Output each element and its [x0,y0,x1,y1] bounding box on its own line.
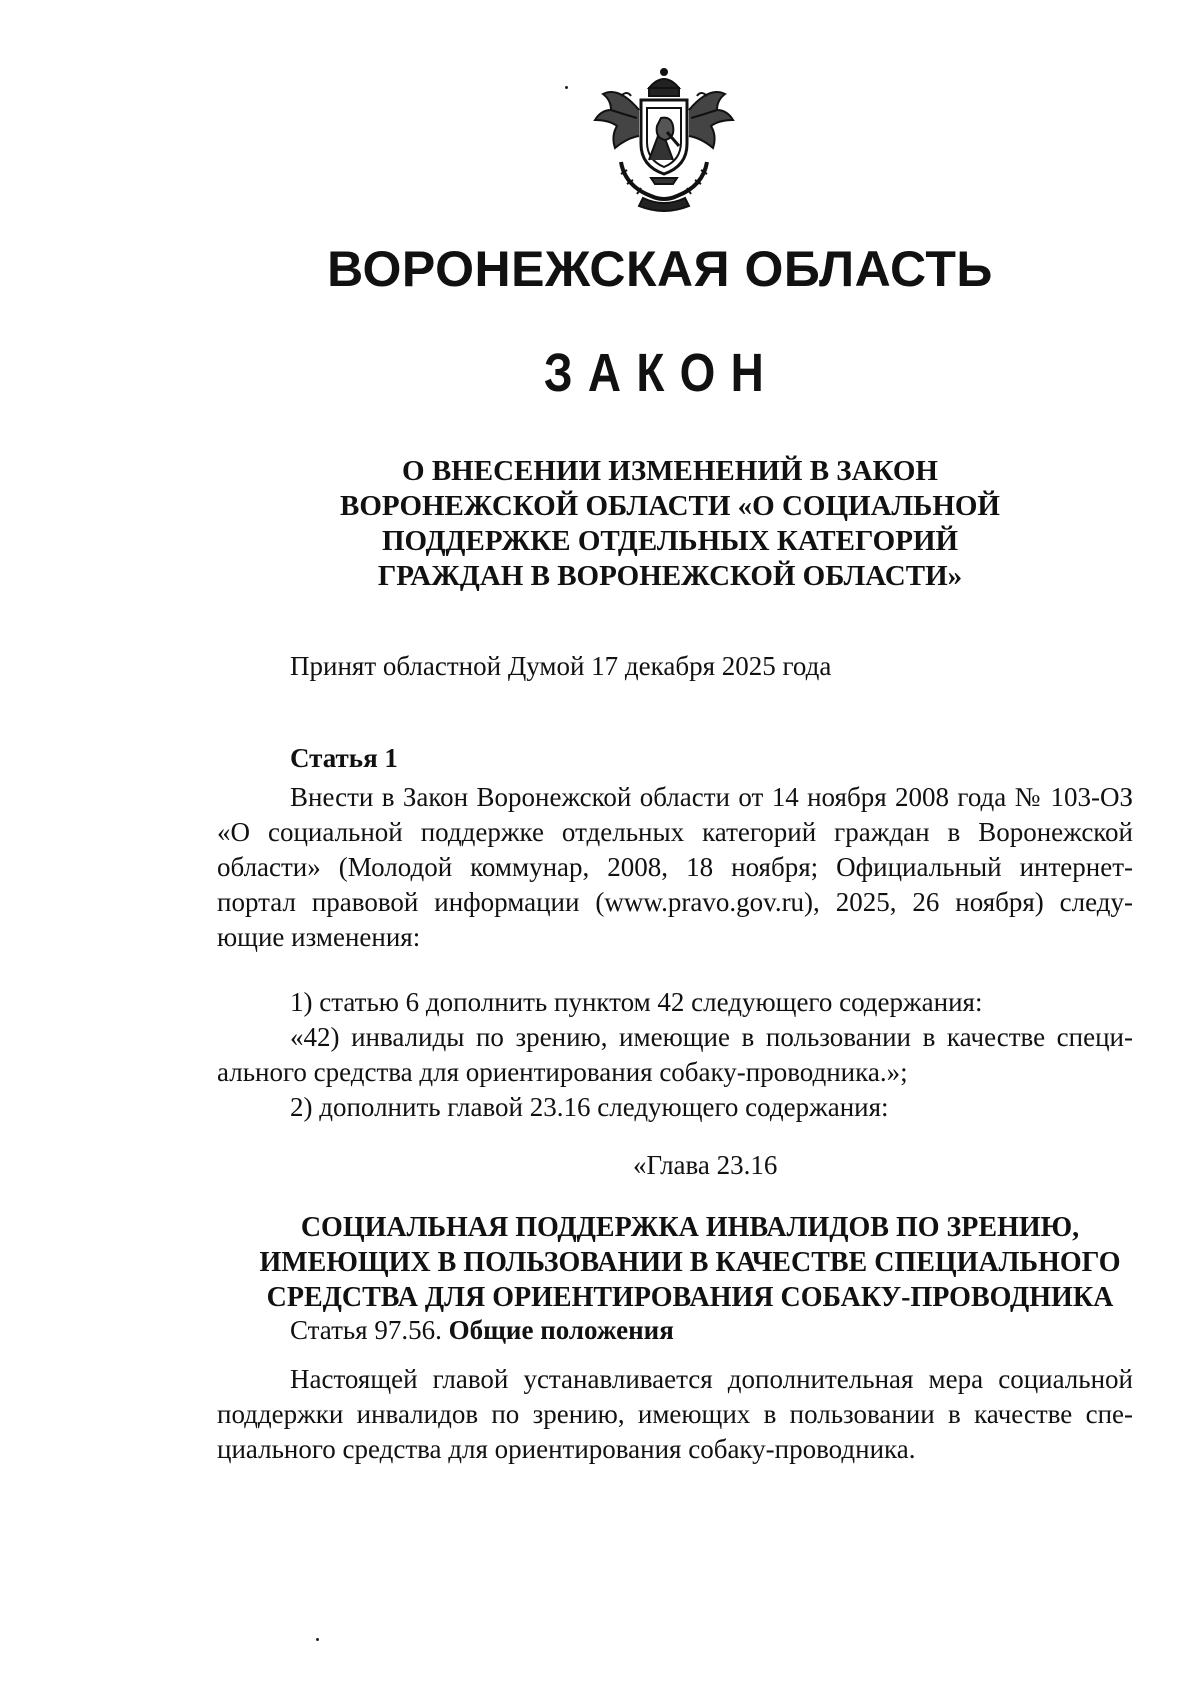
text-line: области» (Молодой коммунар, 2008, 18 ноября; Официальный интернет- [217,852,1133,882]
amendment-item-2: 2) дополнить главой 23.16 следующего содержания: [290,1092,889,1122]
chapter-title-line: ИМЕЮЩИХ В ПОЛЬЗОВАНИИ В КАЧЕСТВЕ СПЕЦИАЛЬНОГО [259,1247,1121,1278]
article-1-intro [217,780,1133,955]
text-line: «42) инвалиды по зрению, имеющие в пользовании в качестве специ- [290,1022,1133,1052]
text-line: «О социальной поддержке отдельных категорий граждан в Воронежской [217,817,1133,847]
article-97-56-body [217,1362,1133,1467]
chapter-label: «Глава 23.16 [633,1150,778,1180]
text-line: Внести в Закон Воронежской области от 14 ноября 2008 года № 103-ОЗ [290,782,1133,812]
text-line: Настоящей главой устанавливается дополнительная мера социальной [290,1364,1133,1394]
article-1-heading: Статья 1 [290,743,398,773]
law-title-line: ПОДДЕРЖКЕ ОТДЕЛЬНЫХ КАТЕГОРИЙ [381,525,959,557]
text-line: ального средства для ориентирования собаку-проводника.»; [217,1057,908,1087]
law-title-line: О ВНЕСЕНИИ ИЗМЕНЕНИЙ В ЗАКОН [402,455,938,487]
document-type: ЗАКОН [543,343,780,403]
text-line: ющие изменения: [217,922,421,952]
scan-speck [316,1638,319,1641]
amendment-item-1: 1) статью 6 дополнить пунктом 42 следующего содержания: [290,987,983,1017]
law-title-line: ГРАЖДАН В ВОРОНЕЖСКОЙ ОБЛАСТИ» [377,560,963,592]
article-name: Общие положения [448,1315,674,1345]
chapter-title [240,1210,1140,1315]
adoption-note: Принят областной Думой 17 декабря 2025 года [290,651,832,681]
article-97-56-heading [290,1315,674,1346]
chapter-title-line: СРЕДСТВА ДЛЯ ОРИЕНТИРОВАНИЯ СОБАКУ-ПРОВОДНИКА [266,1282,1114,1313]
text-line: поддержки инвалидов по зрению, имеющих в пользовании в качестве спе- [217,1399,1133,1429]
region-name: ВОРОНЕЖСКАЯ ОБЛАСТЬ [327,241,993,297]
law-title-line: ВОРОНЕЖСКОЙ ОБЛАСТИ «О СОЦИАЛЬНОЙ [340,490,1000,522]
amendment-items [217,985,1133,1125]
chapter-title-line: СОЦИАЛЬНАЯ ПОДДЕРЖКА ИНВАЛИДОВ ПО ЗРЕНИЮ, [300,1212,1080,1243]
law-title [290,454,1050,594]
text-line: циального средства для ориентирования собаку-проводника. [217,1434,916,1464]
text-line: портал правовой информации (www.pravo.gov.ru), 2025, 26 ноября) следу- [217,887,1133,917]
scan-speck [565,86,568,89]
coat-of-arms-emblem [581,66,747,212]
article-number: Статья 97.56. [290,1315,442,1345]
